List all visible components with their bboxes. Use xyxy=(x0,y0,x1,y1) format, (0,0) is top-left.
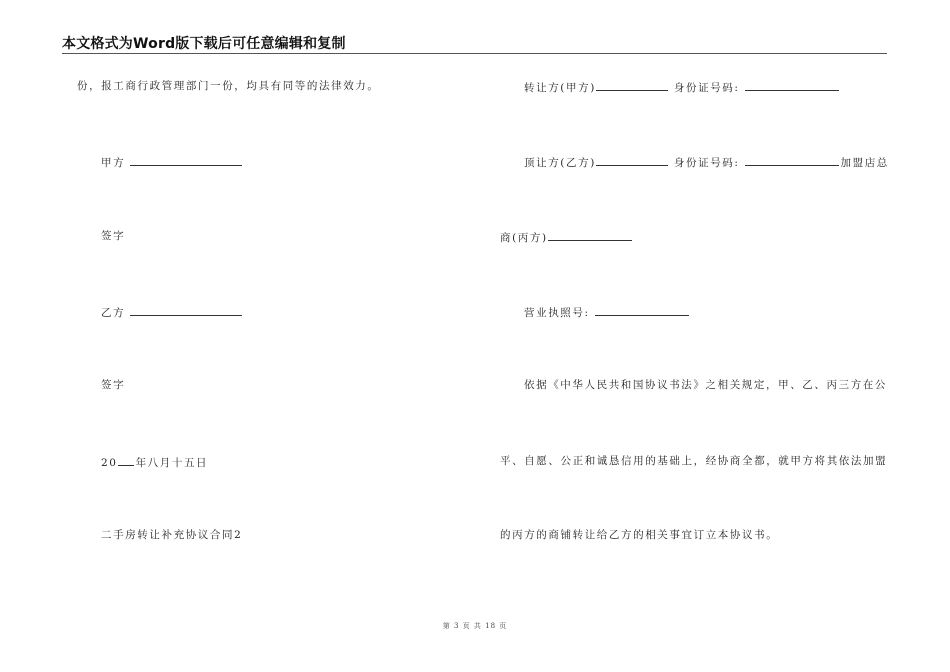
date-line xyxy=(101,454,208,470)
id-label-2: 身份证号码: xyxy=(673,157,740,169)
party-b-label: 乙方 xyxy=(101,307,126,319)
transferee-blank xyxy=(596,154,668,166)
license-line xyxy=(524,304,689,320)
license-blank xyxy=(595,304,689,316)
party-a-label: 甲方 xyxy=(101,157,126,169)
transferor-label: 转让方(甲方) xyxy=(524,82,596,94)
transferor-line xyxy=(524,79,839,95)
paragraph-line-3: 的丙方的商铺转让给乙方的相关事宜订立本协议书。 xyxy=(500,529,779,541)
date-year-blank xyxy=(118,454,134,466)
footer-page-number: 3 xyxy=(453,622,460,630)
page-header xyxy=(62,33,887,54)
transferee-label: 顶让方(乙方) xyxy=(524,157,596,169)
left-line-1: 份，报工商行政管理部门一份，均具有同等的法律效力。 xyxy=(77,80,380,92)
header-title: 本文格式为Word版下载后可任意编辑和复制 xyxy=(62,36,346,52)
footer-label-pages: 页 xyxy=(499,622,508,630)
party-b-line xyxy=(101,304,242,320)
party-a-line xyxy=(101,154,242,170)
party-a-blank xyxy=(130,154,242,166)
sign-b-label: 签字 xyxy=(101,379,126,391)
sign-a-label: 签字 xyxy=(101,230,126,242)
franchise-cont: 商(丙方) xyxy=(500,232,548,244)
agreement-heading: 二手房转让补充协议合同2 xyxy=(101,529,243,541)
franchise-line xyxy=(500,229,632,245)
footer-total-pages: 18 xyxy=(485,622,497,630)
page-footer xyxy=(0,621,950,631)
paragraph-line-1: 依据《中华人民共和国协议书法》之相关规定，甲、乙、丙三方在公 xyxy=(524,379,887,391)
id-blank-2 xyxy=(745,154,839,166)
franchise-tail: 加盟店总 xyxy=(840,157,889,169)
paragraph-line-2: 平、自愿、公正和诚恳信用的基础上，经协商全都，就甲方将其依法加盟 xyxy=(500,455,888,467)
party-b-blank xyxy=(130,304,242,316)
license-label: 营业执照号: xyxy=(524,307,590,319)
id-blank-1 xyxy=(745,79,839,91)
date-suffix: 年八月十五日 xyxy=(135,457,209,469)
transferee-line xyxy=(524,154,889,170)
footer-label-page: 第 xyxy=(442,622,451,630)
transferor-blank xyxy=(596,79,668,91)
date-year-prefix: 20 xyxy=(101,457,118,469)
id-label-1: 身份证号码: xyxy=(673,82,740,94)
footer-label-of: 页 共 xyxy=(462,622,482,630)
franchise-blank xyxy=(548,229,632,241)
